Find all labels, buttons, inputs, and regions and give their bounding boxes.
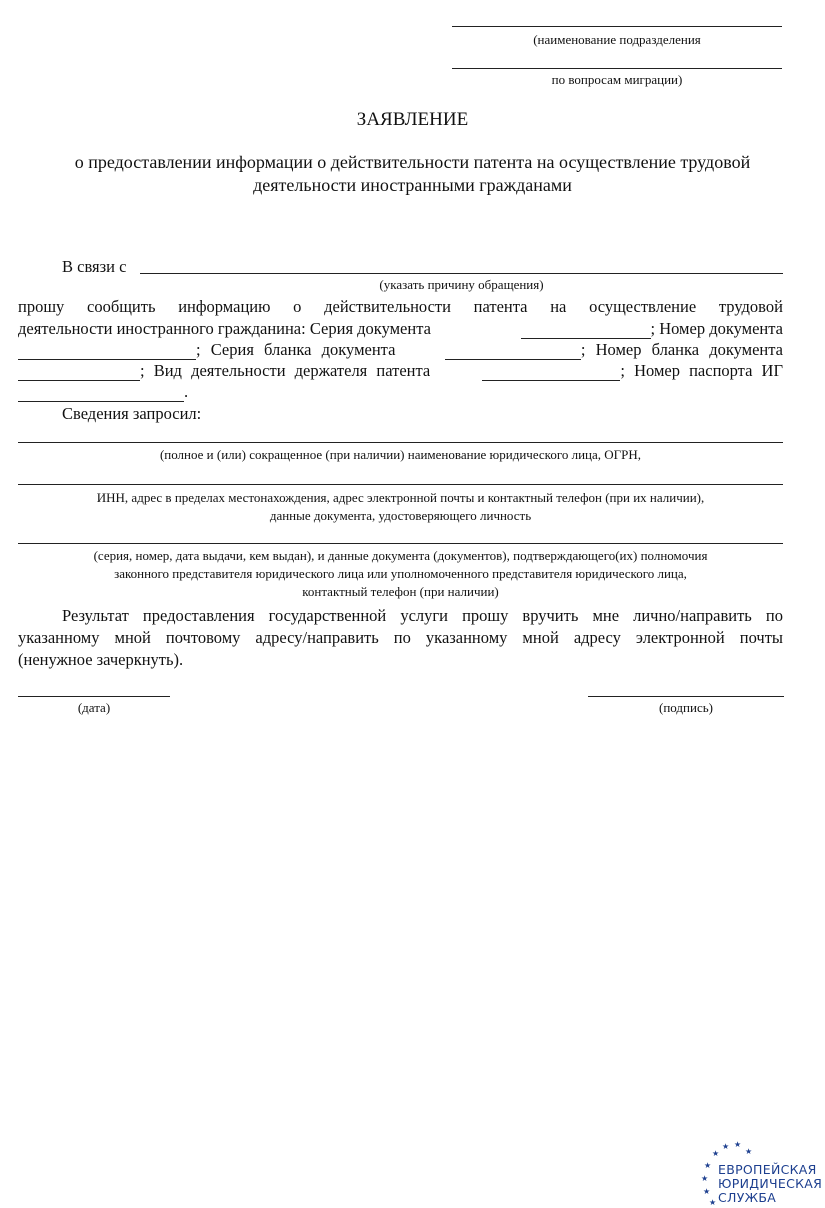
row-3-text-a: ; Серия бланка документа [196,340,396,359]
request-row-4 [18,360,783,381]
in-connection-label: В связи с [62,257,127,276]
date-field[interactable] [18,696,170,697]
reason-field[interactable] [140,273,783,274]
requester-line-1[interactable] [18,442,783,443]
requester-caption-3b: законного представителя юридического лица или уполномоченного представителя юридического лица, [114,566,687,581]
word: информацию [178,297,271,316]
department-line-2 [452,68,782,69]
row-4-text-a: ; Вид деятельности держателя патента [140,361,431,380]
request-row-1 [18,296,783,317]
activity-type-field[interactable] [482,365,620,381]
word: сообщить [87,297,156,316]
row-3-text-b: ; Номер бланка документа [580,340,783,359]
reason-caption: (указать причину обращения) [379,277,544,292]
row-5-end: . [184,382,189,401]
word: о [293,297,302,316]
star-icon: ★ [709,1198,717,1207]
row-2-text-b: ; Номер документа [650,319,783,338]
logo-line-3: СЛУЖБА [718,1190,777,1205]
signature-caption: (подпись) [659,700,713,715]
department-line-1 [452,26,782,27]
requested-by-label: Сведения запросил: [62,404,202,423]
requester-caption-3c: контактный телефон (при наличии) [302,584,499,599]
row-4-text-b: ; Номер паспорта ИГ [620,361,783,380]
document-number-field[interactable] [18,344,196,360]
document-subtitle-line-1: о предоставлении информации о действительности патента на осуществление трудовой [74,152,751,172]
signature-field[interactable] [588,696,784,697]
star-icon: ★ [745,1147,753,1156]
document-subtitle-line-2: деятельности иностранными гражданами [253,175,572,195]
result-line-2: указанному мной почтовому адресу/направить по указанному мной адресу электронной почты [18,628,783,647]
document-title: ЗАЯВЛЕНИЕ [356,109,469,130]
date-caption: (дата) [77,700,111,715]
requester-line-2[interactable] [18,484,783,485]
department-caption-2: по вопросам миграции) [551,72,683,87]
requester-line-3[interactable] [18,543,783,544]
row-2-text-a: деятельности иностранного гражданина: Серия документа [18,319,431,338]
document-series-field[interactable] [521,323,651,339]
star-icon: ★ [722,1142,730,1151]
star-icon: ★ [704,1161,712,1170]
request-row-2 [18,318,783,339]
word: прошу [18,297,65,316]
word: действительности [324,297,451,316]
word: осуществление [589,297,697,316]
star-icon: ★ [712,1149,720,1158]
form-number-field[interactable] [18,365,140,381]
requester-caption-2b: данные документа, удостоверяющего личность [269,508,532,523]
star-icon: ★ [734,1140,742,1149]
logo-line-1: ЕВРОПЕЙСКАЯ [718,1162,817,1177]
request-row-3 [18,339,783,360]
form-series-field[interactable] [445,344,581,360]
star-icon: ★ [703,1187,711,1196]
word: на [550,297,567,316]
requester-caption-1: (полное и (или) сокращенное (при наличии) наименование юридического лица, ОГРН, [159,447,642,462]
result-line-3: (ненужное зачеркнуть). [18,650,184,669]
result-line-1: Результат предоставления государственной услуги прошу вручить мне лично/направить по [62,606,783,625]
passport-number-field[interactable] [18,386,184,402]
star-icon: ★ [701,1174,709,1183]
word: патента [473,297,528,316]
word: трудовой [718,297,783,316]
department-caption-1: (наименование подразделения [533,32,701,47]
requester-caption-3a: (серия, номер, дата выдачи, кем выдан), и данные документа (документов), подтверждающего(их) полномочия [93,548,708,563]
requester-caption-2a: ИНН, адрес в пределах местонахождения, адрес электронной почты и контактный телефон (при их наличии), [96,490,705,505]
logo-line-2: ЮРИДИЧЕСКАЯ [718,1176,823,1191]
request-row-5 [18,381,188,402]
